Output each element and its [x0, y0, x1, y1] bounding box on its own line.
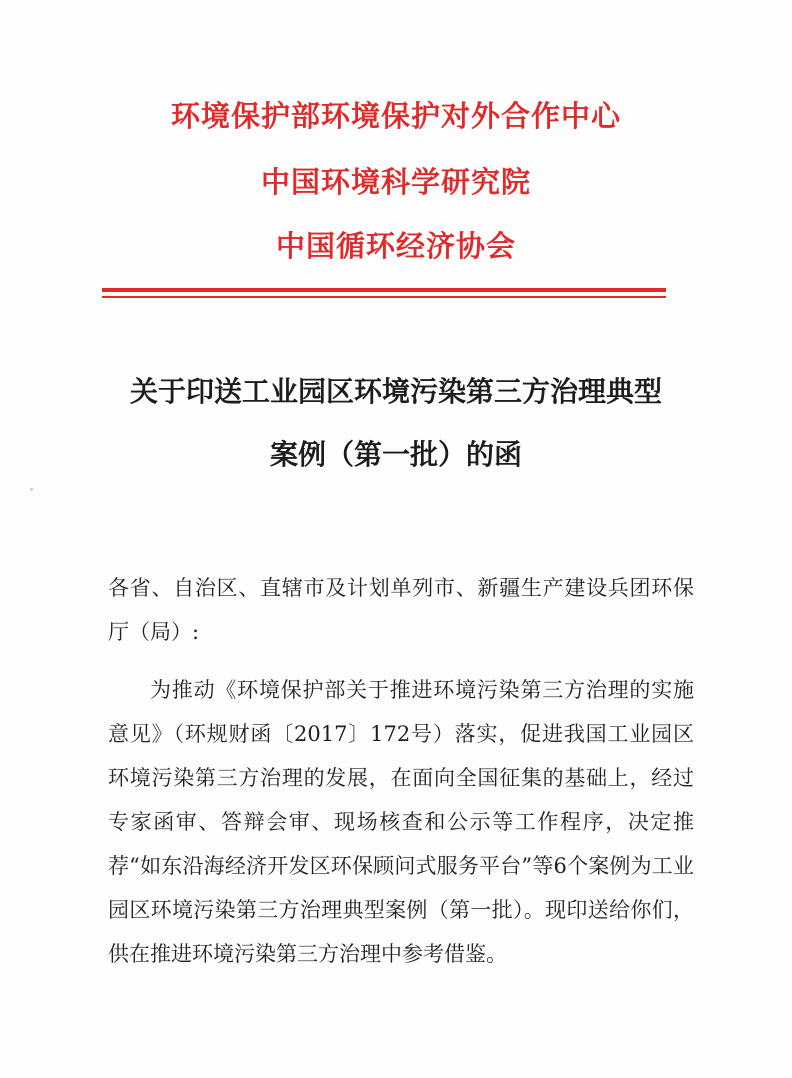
header-divider-thick [102, 288, 666, 292]
header-divider-thin [102, 296, 666, 298]
scan-speck [30, 488, 33, 491]
org-name-2: 中国环境科学研究院 [260, 165, 531, 199]
document-title-line-2: 案例（第一批）的函 [269, 438, 522, 471]
org-name-3: 中国循环经济协会 [275, 229, 516, 263]
org-name-1: 环境保护部环境保护对外合作中心 [170, 99, 621, 133]
document-title-line-1: 关于印送工业园区环境污染第三方治理典型 [129, 375, 662, 408]
body-paragraph: 为推动《环境保护部关于推进环境污染第三方治理的实施意见》（环规财函〔2017〕172号）落实，促进我国工业园区环境污染第三方治理的发展，在面向全国征集的基础上，经过专家函审、答辩会审、现场核查和公示等工作程序，决定推荐“如东沿海经济开发区环保顾问式服务平台”等6个案例为工业园区环境污染第三方治理典型案例（第一批）。现印送给你们，供在推进环境污染第三方治理中参考借鉴。 [108, 678, 694, 966]
salutation: 各省、自治区、直辖市及计划单列市、新疆生产建设兵团环保厅（局）: [108, 576, 694, 644]
